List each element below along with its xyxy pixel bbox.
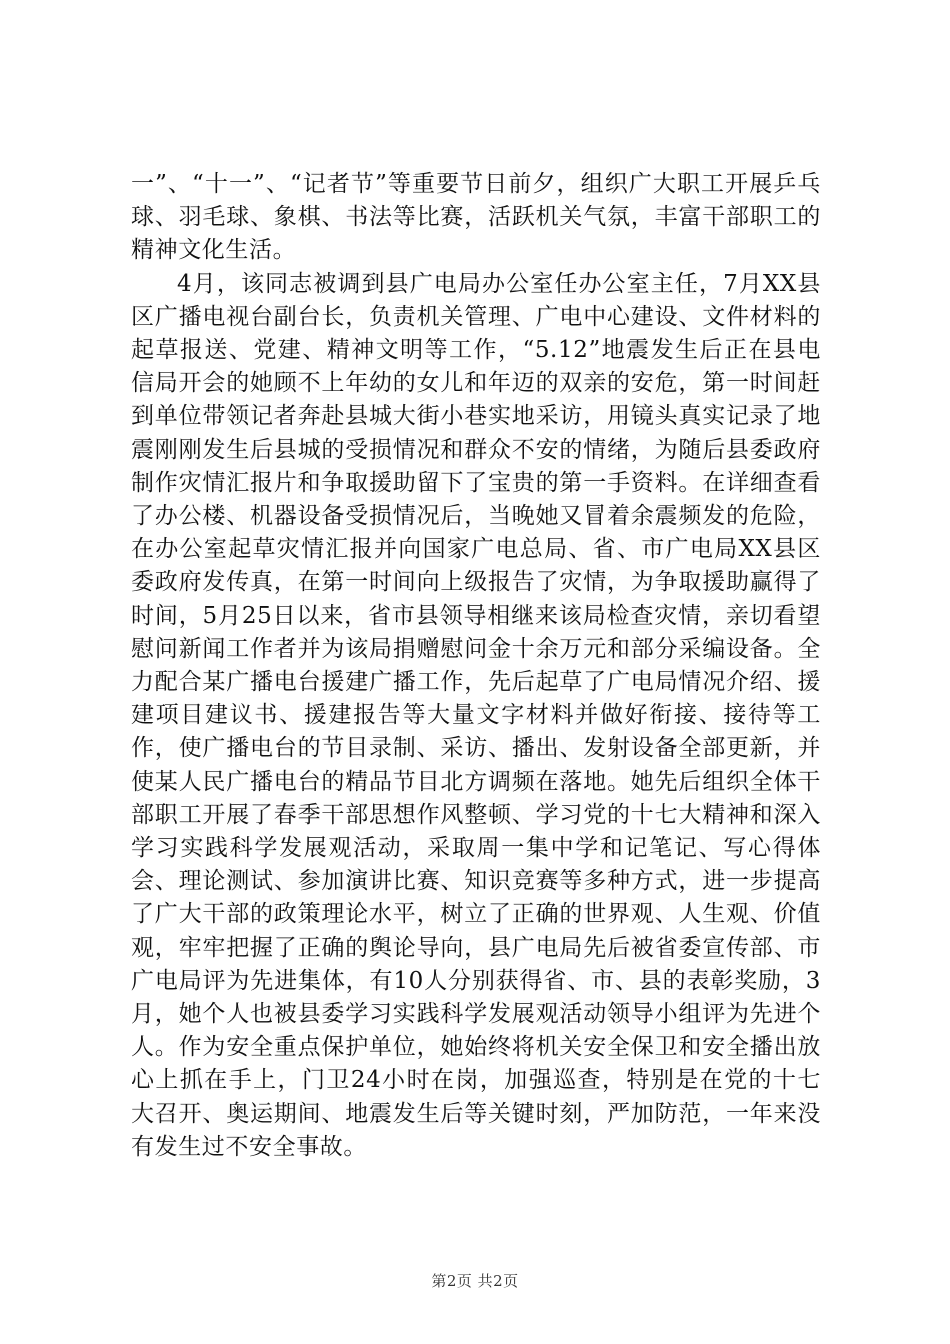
page-footer: 第2页 共2页 — [431, 1272, 519, 1290]
paragraph-1: 一”、“十一”、“记者节”等重要节日前夕，组织广大职工开展乒乓球、羽毛球、象棋、书法等比赛，活跃机关气氛，丰富干部职工的精神文化生活。 — [131, 171, 821, 264]
paragraph-2: 4月，该同志被调到县广电局办公室任办公室主任，7月XX县区广播电视台副台长，负责机关管理、广电中心建设、文件材料的起草报送、党建、精神文明等工作，“5.12”地震发生后正在县电信局开会的她顾不上年幼的女儿和年迈的双亲的安危，第一时间赶到单位带领记者奔赴县城大街小巷实地采访，用镜头真实记录了地震刚刚发生后县城的受损情况和群众不安的情绪，为随后县委政府制作灾情汇报片和争取援助留下了宝贵的第一手资料。在详细查看了办公楼、机器设备受损情况后，当晚她又冒着余震频发的危险，在办公室起草灾情汇报并向国家广电总局、省、市广电局XX县区委政府发传真，在第一时间向上级报告了灾情，为争取援助赢得了时间，5月25日以来，省市县领导相继来该局检查灾情，亲切看望慰问新闻工作者并为该局捐赠慰问金十余万元和部分采编设备。全力配合某广播电台援建广播工作，先后起草了广电局情况介绍、援建项目建议书、援建报告等大量文字材料并做好衔接、接待等工作，使广播电台的节目录制、采访、播出、发射设备全部更新，并使某人民广播电台的精品节目北方调频在落地。她先后组织全体干部职工开展了春季干部思想作风整顿、学习党的十七大精神和深入学习实践科学发展观活动，采取周一集中学和记笔记、写心得体会、理论测试、参加演讲比赛、知识竞赛等多种方式，进一步提高了广大干部的政策理论水平，树立了正确的世界观、人生观、价值观，牢牢把握了正确的舆论导向，县广电局先后被省委宣传部、市广电局评为先进集体，有10人分别获得省、市、县的表彰奖励，3月，她个人也被县委学习实践科学发展观活动领导小组评为先进个人。作为安全重点保护单位，她始终将机关安全保卫和安全播出放心上抓在手上，门卫24小时在岗，加强巡查，特别是在党的十七大召开、奥运期间、地震发生后等关键时刻，严加防范，一年来没有发生过不安全事故。 — [131, 270, 821, 1160]
document-body — [131, 168, 821, 1164]
